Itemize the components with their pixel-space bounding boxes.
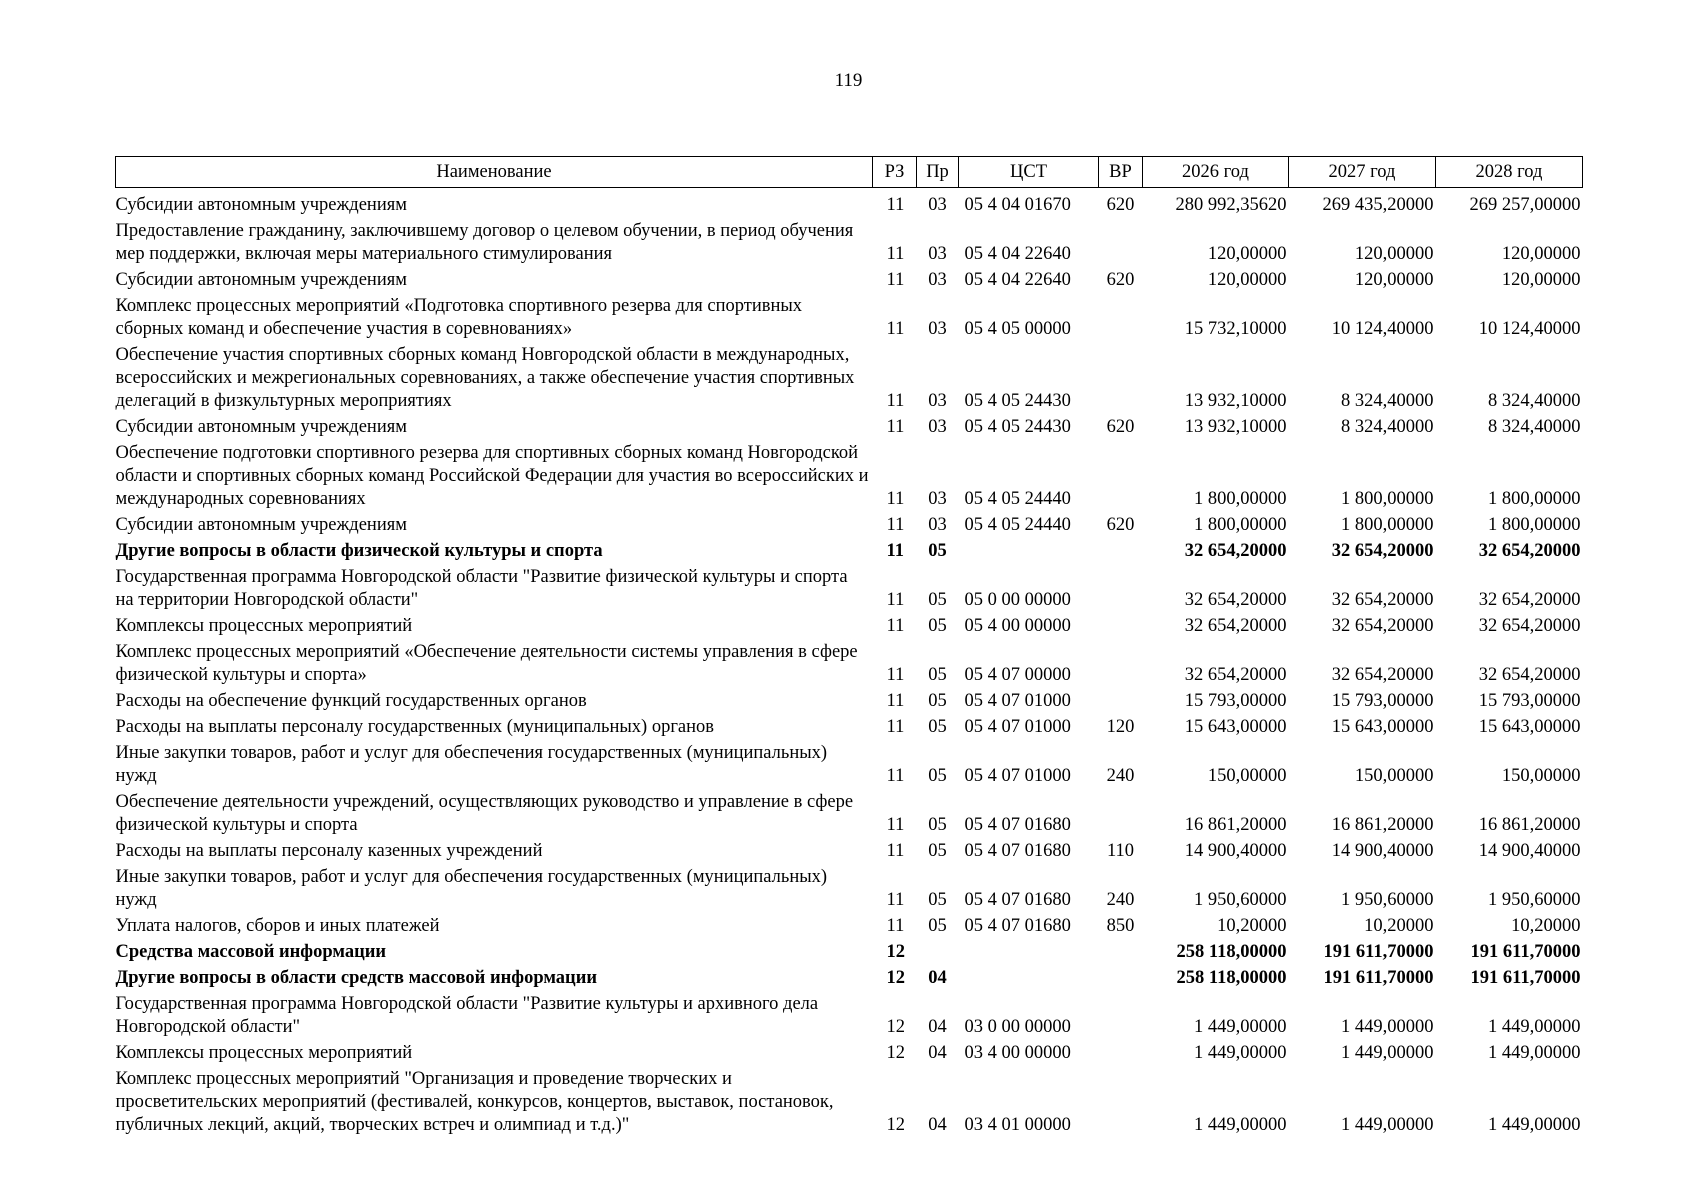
cell-cst bbox=[959, 939, 1099, 965]
cell-2026: 13 932,10000 bbox=[1184, 417, 1287, 437]
table-row bbox=[116, 740, 1583, 789]
header-rz: РЗ bbox=[873, 157, 917, 188]
cell-2028: 1 449,00000 bbox=[1488, 1043, 1581, 1063]
cell-vr bbox=[1099, 218, 1143, 267]
cell-pr: 04 bbox=[928, 1115, 947, 1135]
table-header-row bbox=[116, 157, 1583, 188]
cell-2027: 14 900,40000 bbox=[1331, 841, 1434, 861]
cell-name: Государственная программа Новгородской области "Развитие физической культуры и спорта на территории Новгородской области" bbox=[115, 567, 848, 610]
cell-2027: 32 654,20000 bbox=[1331, 590, 1434, 610]
cell-rz: 12 bbox=[886, 1115, 905, 1135]
cell-pr: 05 bbox=[928, 717, 947, 737]
cell-vr bbox=[1099, 613, 1143, 639]
cell-cst: 03 4 01 00000 bbox=[964, 1115, 1071, 1135]
cell-rz: 12 bbox=[886, 1043, 905, 1063]
cell-vr bbox=[1099, 293, 1143, 342]
table-row bbox=[116, 991, 1583, 1040]
cell-vr: 120 bbox=[1106, 717, 1135, 737]
table-row bbox=[116, 789, 1583, 838]
cell-name: Расходы на обеспечение функций государственных органов bbox=[115, 691, 587, 711]
cell-vr bbox=[1099, 939, 1143, 965]
cell-pr: 03 bbox=[928, 391, 947, 411]
cell-2028: 32 654,20000 bbox=[1478, 541, 1581, 561]
cell-pr: 05 bbox=[928, 766, 947, 786]
cell-cst: 05 4 04 22640 bbox=[964, 244, 1071, 264]
cell-pr: 05 bbox=[928, 616, 947, 636]
cell-2026: 1 449,00000 bbox=[1194, 1043, 1287, 1063]
cell-rz: 11 bbox=[886, 590, 905, 610]
cell-rz: 11 bbox=[886, 417, 905, 437]
table-row bbox=[116, 538, 1583, 564]
cell-rz: 11 bbox=[886, 766, 905, 786]
cell-rz: 12 bbox=[886, 968, 905, 988]
cell-name: Субсидии автономным учреждениям bbox=[115, 417, 407, 437]
cell-2028: 32 654,20000 bbox=[1478, 590, 1581, 610]
cell-2026: 280 992,35620 bbox=[1175, 195, 1287, 215]
cell-vr bbox=[1099, 789, 1143, 838]
cell-name: Расходы на выплаты персоналу государственных (муниципальных) органов bbox=[115, 717, 715, 737]
cell-2027: 32 654,20000 bbox=[1331, 665, 1434, 685]
cell-rz: 11 bbox=[886, 541, 904, 561]
cell-vr bbox=[1099, 538, 1143, 564]
cell-pr: 03 bbox=[928, 319, 947, 339]
cell-pr: 05 bbox=[928, 841, 947, 861]
cell-2028: 1 449,00000 bbox=[1488, 1017, 1581, 1037]
cell-2026: 32 654,20000 bbox=[1184, 590, 1287, 610]
cell-2028: 1 800,00000 bbox=[1488, 515, 1581, 535]
cell-2026: 15 732,10000 bbox=[1184, 319, 1287, 339]
header-2026: 2026 год bbox=[1143, 157, 1289, 188]
table-row bbox=[116, 613, 1583, 639]
cell-cst: 05 4 07 01680 bbox=[964, 815, 1071, 835]
cell-rz: 11 bbox=[886, 815, 905, 835]
cell-2028: 10,20000 bbox=[1511, 916, 1581, 936]
cell-2026: 10,20000 bbox=[1217, 916, 1287, 936]
table-row bbox=[116, 639, 1583, 688]
table-row bbox=[116, 218, 1583, 267]
cell-pr: 03 bbox=[928, 489, 947, 509]
table-body bbox=[116, 188, 1583, 1139]
cell-2027: 32 654,20000 bbox=[1331, 541, 1434, 561]
cell-2028: 8 324,40000 bbox=[1488, 417, 1581, 437]
cell-cst: 05 4 05 00000 bbox=[964, 319, 1071, 339]
cell-vr: 620 bbox=[1106, 195, 1135, 215]
table-row bbox=[116, 714, 1583, 740]
cell-2026: 150,00000 bbox=[1207, 766, 1287, 786]
table-row bbox=[116, 414, 1583, 440]
cell-2026: 1 950,60000 bbox=[1194, 890, 1287, 910]
cell-2028: 8 324,40000 bbox=[1488, 391, 1581, 411]
cell-2027: 191 611,70000 bbox=[1323, 942, 1434, 962]
cell-cst: 05 4 05 24430 bbox=[964, 391, 1071, 411]
header-name: Наименование bbox=[116, 157, 873, 188]
cell-pr: 05 bbox=[928, 916, 947, 936]
cell-cst: 05 4 07 01000 bbox=[964, 766, 1071, 786]
cell-rz: 11 bbox=[886, 841, 905, 861]
cell-name: Другие вопросы в области физической культуры и спорта bbox=[115, 541, 603, 561]
cell-cst: 05 4 07 00000 bbox=[964, 665, 1071, 685]
cell-name: Комплекс процессных мероприятий «Обеспечение деятельности системы управления в сфере физической культуры и спорта» bbox=[115, 642, 858, 685]
cell-2028: 120,00000 bbox=[1501, 244, 1581, 264]
cell-pr: 04 bbox=[928, 1017, 947, 1037]
budget-table bbox=[115, 156, 1583, 1138]
cell-rz: 11 bbox=[886, 691, 905, 711]
cell-name: Иные закупки товаров, работ и услуг для обеспечения государственных (муниципальных) нужд bbox=[115, 867, 828, 910]
cell-name: Расходы на выплаты персоналу казенных учреждений bbox=[115, 841, 543, 861]
cell-rz: 11 bbox=[886, 391, 905, 411]
cell-2028: 14 900,40000 bbox=[1478, 841, 1581, 861]
cell-cst: 05 4 05 24440 bbox=[964, 515, 1071, 535]
cell-2027: 10,20000 bbox=[1364, 916, 1434, 936]
cell-name: Предоставление гражданину, заключившему договор о целевом обучении, в период обучения мер поддержки, включая меры материального стимулирования bbox=[115, 221, 854, 264]
cell-name: Обеспечение деятельности учреждений, осуществляющих руководство и управление в сфере физической культуры и спорта bbox=[115, 792, 854, 835]
page-number: 119 bbox=[834, 70, 863, 91]
cell-cst: 05 4 04 22640 bbox=[964, 270, 1071, 290]
cell-cst: 05 4 07 01680 bbox=[964, 916, 1071, 936]
cell-vr: 850 bbox=[1106, 916, 1135, 936]
cell-pr: 05 bbox=[928, 665, 947, 685]
cell-2028: 150,00000 bbox=[1501, 766, 1581, 786]
cell-cst: 05 4 04 01670 bbox=[964, 195, 1071, 215]
cell-2027: 1 449,00000 bbox=[1341, 1115, 1434, 1135]
cell-pr bbox=[917, 939, 959, 965]
cell-vr bbox=[1099, 440, 1143, 512]
cell-2026: 120,00000 bbox=[1207, 270, 1287, 290]
cell-rz: 12 bbox=[886, 1017, 905, 1037]
cell-pr: 03 bbox=[928, 515, 947, 535]
cell-vr bbox=[1099, 564, 1143, 613]
table-row bbox=[116, 965, 1583, 991]
table-row bbox=[116, 188, 1583, 219]
cell-name: Субсидии автономным учреждениям bbox=[115, 270, 407, 290]
header-2028: 2028 год bbox=[1436, 157, 1583, 188]
cell-2026: 32 654,20000 bbox=[1184, 616, 1287, 636]
cell-rz: 11 bbox=[886, 890, 905, 910]
cell-vr bbox=[1099, 965, 1143, 991]
cell-vr: 110 bbox=[1106, 841, 1135, 861]
cell-vr bbox=[1099, 688, 1143, 714]
table-row bbox=[116, 564, 1583, 613]
cell-vr bbox=[1099, 1040, 1143, 1066]
cell-pr: 04 bbox=[928, 1043, 947, 1063]
cell-name: Государственная программа Новгородской области "Развитие культуры и архивного дела Новгородской области" bbox=[115, 994, 819, 1037]
header-vr: ВР bbox=[1099, 157, 1143, 188]
table-row bbox=[116, 688, 1583, 714]
cell-2027: 1 950,60000 bbox=[1341, 890, 1434, 910]
cell-2027: 1 800,00000 bbox=[1341, 489, 1434, 509]
cell-vr bbox=[1099, 342, 1143, 414]
cell-2028: 1 800,00000 bbox=[1488, 489, 1581, 509]
cell-2027: 8 324,40000 bbox=[1341, 417, 1434, 437]
cell-rz: 11 bbox=[886, 244, 905, 264]
cell-cst: 05 0 00 00000 bbox=[964, 590, 1071, 610]
cell-pr: 05 bbox=[928, 691, 947, 711]
cell-2027: 269 435,20000 bbox=[1322, 195, 1434, 215]
cell-2028: 191 611,70000 bbox=[1470, 942, 1581, 962]
cell-2028: 191 611,70000 bbox=[1470, 968, 1581, 988]
cell-name: Другие вопросы в области средств массовой информации bbox=[115, 968, 598, 988]
cell-rz: 11 bbox=[886, 916, 905, 936]
cell-cst bbox=[959, 538, 1099, 564]
cell-name: Комплекс процессных мероприятий «Подготовка спортивного резерва для спортивных сборных команд и обеспечение участия в соревнованиях» bbox=[115, 296, 803, 339]
table-row bbox=[116, 838, 1583, 864]
cell-2027: 10 124,40000 bbox=[1331, 319, 1434, 339]
cell-2026: 1 800,00000 bbox=[1194, 515, 1287, 535]
cell-rz: 11 bbox=[886, 616, 905, 636]
cell-vr bbox=[1099, 639, 1143, 688]
table-row bbox=[116, 939, 1583, 965]
cell-2028: 10 124,40000 bbox=[1478, 319, 1581, 339]
cell-pr: 05 bbox=[928, 890, 947, 910]
table-row bbox=[116, 293, 1583, 342]
cell-vr: 620 bbox=[1106, 515, 1135, 535]
cell-name: Уплата налогов, сборов и иных платежей bbox=[115, 916, 440, 936]
cell-2027: 150,00000 bbox=[1354, 766, 1434, 786]
cell-rz: 12 bbox=[886, 942, 905, 962]
cell-vr: 620 bbox=[1106, 417, 1135, 437]
cell-rz: 11 bbox=[886, 515, 905, 535]
cell-2026: 13 932,10000 bbox=[1184, 391, 1287, 411]
cell-2027: 120,00000 bbox=[1354, 270, 1434, 290]
cell-pr: 05 bbox=[928, 541, 947, 561]
cell-2027: 191 611,70000 bbox=[1323, 968, 1434, 988]
cell-cst: 05 4 07 01680 bbox=[964, 890, 1071, 910]
cell-cst: 05 4 05 24430 bbox=[964, 417, 1071, 437]
cell-pr: 03 bbox=[928, 270, 947, 290]
cell-name: Субсидии автономным учреждениям bbox=[115, 195, 407, 215]
cell-rz: 11 bbox=[886, 489, 905, 509]
table-row bbox=[116, 1066, 1583, 1138]
header-cst: ЦСТ bbox=[959, 157, 1099, 188]
table-row bbox=[116, 512, 1583, 538]
cell-rz: 11 bbox=[886, 717, 905, 737]
cell-2026: 258 118,00000 bbox=[1176, 968, 1287, 988]
cell-2027: 8 324,40000 bbox=[1341, 391, 1434, 411]
cell-2027: 15 643,00000 bbox=[1331, 717, 1434, 737]
cell-name: Обеспечение подготовки спортивного резерва для спортивных сборных команд Новгородской области и спортивных сборных команд Российской Федерации для участия во всероссийских и международных соревнованиях bbox=[115, 443, 869, 509]
cell-2028: 15 793,00000 bbox=[1478, 691, 1581, 711]
cell-cst: 05 4 07 01000 bbox=[964, 717, 1071, 737]
cell-cst bbox=[959, 965, 1099, 991]
table-row bbox=[116, 440, 1583, 512]
cell-2028: 32 654,20000 bbox=[1478, 665, 1581, 685]
cell-cst: 05 4 00 00000 bbox=[964, 616, 1071, 636]
table-row bbox=[116, 342, 1583, 414]
cell-vr bbox=[1099, 991, 1143, 1040]
cell-2027: 15 793,00000 bbox=[1331, 691, 1434, 711]
cell-2028: 1 950,60000 bbox=[1488, 890, 1581, 910]
table-row bbox=[116, 913, 1583, 939]
cell-2028: 15 643,00000 bbox=[1478, 717, 1581, 737]
cell-name: Субсидии автономным учреждениям bbox=[115, 515, 407, 535]
cell-vr: 620 bbox=[1106, 270, 1135, 290]
cell-2027: 1 449,00000 bbox=[1341, 1017, 1434, 1037]
table-row bbox=[116, 1040, 1583, 1066]
cell-rz: 11 bbox=[886, 195, 905, 215]
cell-2026: 14 900,40000 bbox=[1184, 841, 1287, 861]
header-2027: 2027 год bbox=[1289, 157, 1436, 188]
cell-pr: 05 bbox=[928, 815, 947, 835]
cell-2026: 32 654,20000 bbox=[1184, 541, 1287, 561]
cell-2028: 16 861,20000 bbox=[1478, 815, 1581, 835]
cell-name: Комплекс процессных мероприятий "Организация и проведение творческих и просветительских мероприятий (фестивалей, конкурсов, концертов, выставок, постановок, публичных лекций, акций, творческих встреч и олимпиад и т.д.)" bbox=[115, 1069, 834, 1135]
cell-2027: 32 654,20000 bbox=[1331, 616, 1434, 636]
cell-name: Комплексы процессных мероприятий bbox=[115, 616, 413, 636]
cell-2026: 1 449,00000 bbox=[1194, 1017, 1287, 1037]
cell-2026: 15 643,00000 bbox=[1184, 717, 1287, 737]
cell-2026: 32 654,20000 bbox=[1184, 665, 1287, 685]
cell-2028: 1 449,00000 bbox=[1488, 1115, 1581, 1135]
cell-2028: 269 257,00000 bbox=[1469, 195, 1581, 215]
cell-pr: 05 bbox=[928, 590, 947, 610]
table-row bbox=[116, 864, 1583, 913]
cell-2027: 1 800,00000 bbox=[1341, 515, 1434, 535]
cell-name: Обеспечение участия спортивных сборных команд Новгородской области в международных, всероссийских и межрегиональных соревнованиях, а также обеспечение участия спортивных делегаций в физкультурных мероприятиях bbox=[115, 345, 855, 411]
cell-2026: 120,00000 bbox=[1207, 244, 1287, 264]
cell-2026: 15 793,00000 bbox=[1184, 691, 1287, 711]
cell-2027: 16 861,20000 bbox=[1331, 815, 1434, 835]
cell-pr: 03 bbox=[928, 417, 947, 437]
header-pr: Пр bbox=[917, 157, 959, 188]
cell-vr: 240 bbox=[1106, 766, 1135, 786]
cell-rz: 11 bbox=[886, 270, 905, 290]
cell-name: Иные закупки товаров, работ и услуг для обеспечения государственных (муниципальных) нужд bbox=[115, 743, 828, 786]
cell-rz: 11 bbox=[886, 319, 905, 339]
cell-2028: 32 654,20000 bbox=[1478, 616, 1581, 636]
cell-vr: 240 bbox=[1106, 890, 1135, 910]
table-row bbox=[116, 267, 1583, 293]
cell-pr: 03 bbox=[928, 195, 947, 215]
cell-cst: 03 4 00 00000 bbox=[964, 1043, 1071, 1063]
cell-2027: 120,00000 bbox=[1354, 244, 1434, 264]
cell-cst: 05 4 05 24440 bbox=[964, 489, 1071, 509]
cell-cst: 03 0 00 00000 bbox=[964, 1017, 1071, 1037]
cell-2026: 258 118,00000 bbox=[1176, 942, 1287, 962]
cell-vr bbox=[1099, 1066, 1143, 1138]
cell-2028: 120,00000 bbox=[1501, 270, 1581, 290]
cell-cst: 05 4 07 01680 bbox=[964, 841, 1071, 861]
cell-rz: 11 bbox=[886, 665, 905, 685]
cell-cst: 05 4 07 01000 bbox=[964, 691, 1071, 711]
cell-2027: 1 449,00000 bbox=[1341, 1043, 1434, 1063]
cell-2026: 1 449,00000 bbox=[1194, 1115, 1287, 1135]
cell-pr: 03 bbox=[928, 244, 947, 264]
cell-pr: 04 bbox=[928, 968, 947, 988]
cell-name: Комплексы процессных мероприятий bbox=[115, 1043, 413, 1063]
cell-2026: 16 861,20000 bbox=[1184, 815, 1287, 835]
cell-name: Средства массовой информации bbox=[115, 942, 387, 962]
cell-2026: 1 800,00000 bbox=[1194, 489, 1287, 509]
